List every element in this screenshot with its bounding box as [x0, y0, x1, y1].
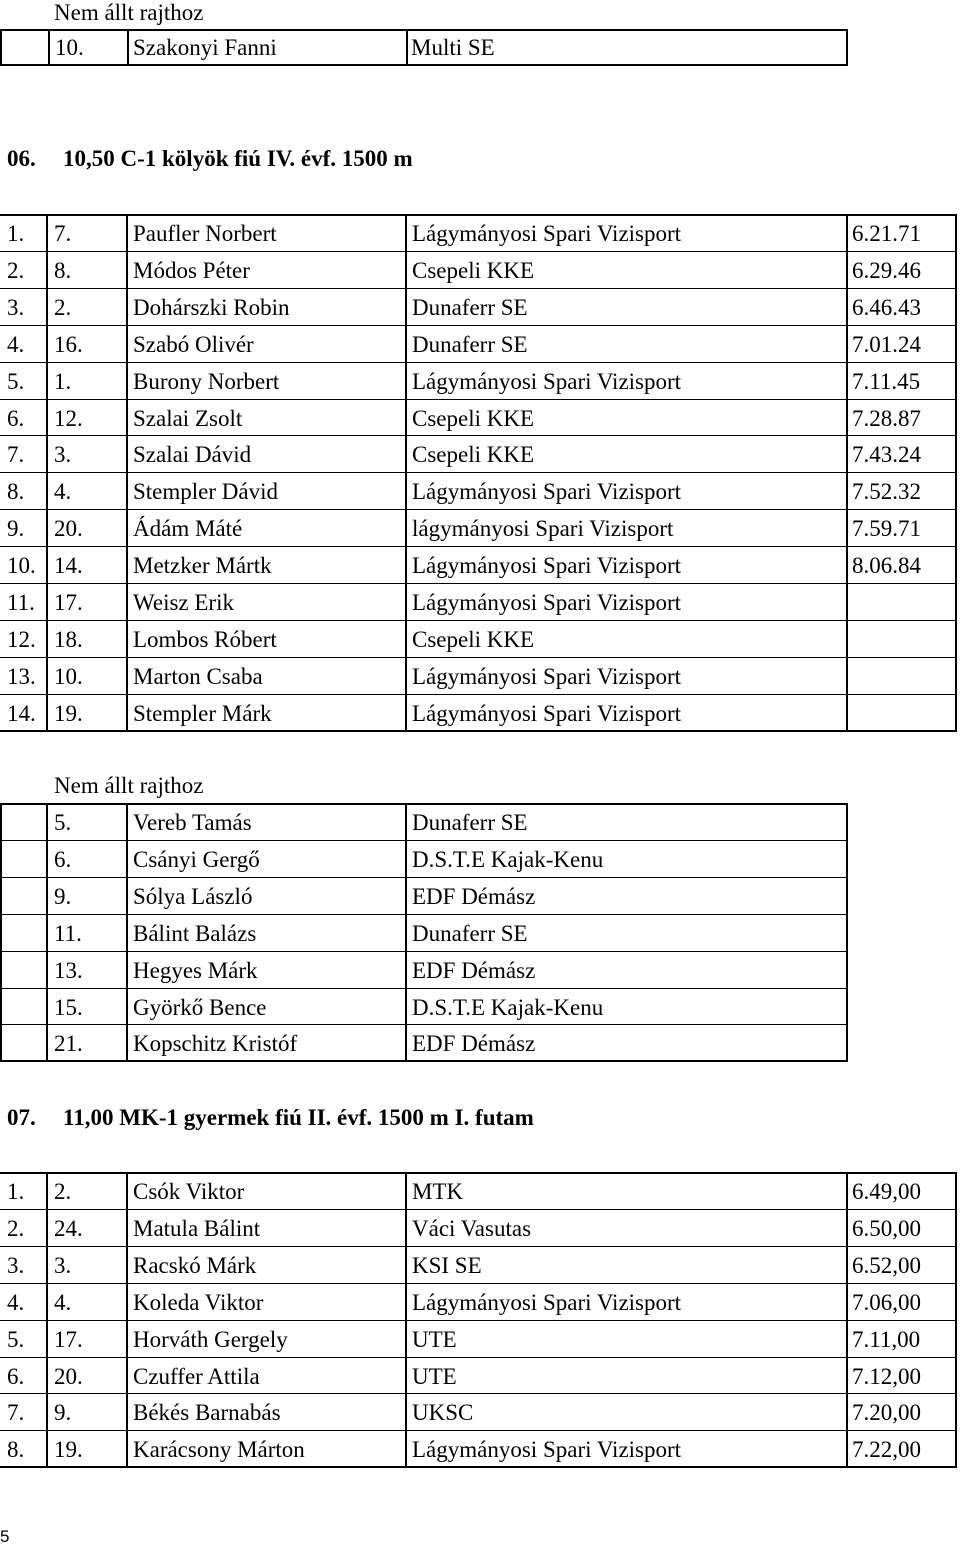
name-cell: Szalai Zsolt	[133, 405, 243, 431]
bib-cell: 12.	[54, 405, 83, 431]
race-number: 06.	[7, 146, 36, 171]
name-cell: Koleda Viktor	[133, 1289, 264, 1315]
place-cell: 4.	[7, 331, 25, 357]
bib-cell: 20.	[54, 1363, 83, 1389]
club-cell: UKSC	[412, 1400, 474, 1426]
bib-cell: 4.	[54, 479, 72, 505]
time-cell: 6.49,00	[852, 1179, 921, 1204]
time-cell: 7.12,00	[852, 1363, 921, 1389]
name-cell: Stempler Márk	[133, 700, 272, 726]
club-cell: Csepeli KKE	[412, 405, 535, 431]
club-cell: Dunaferr SE	[412, 920, 528, 946]
top-dns-table	[0, 29, 848, 66]
name-cell: Stempler Dávid	[133, 479, 278, 505]
table-row: 10. Szakonyi Fanni Multi SE	[1, 30, 847, 65]
name-cell: Ádám Máté	[133, 516, 243, 542]
page-number: 5	[0, 1527, 10, 1546]
bib-cell: 2.	[54, 1179, 72, 1204]
name-cell: Hegyes Márk	[133, 957, 258, 983]
time-cell: 7.59.71	[852, 516, 921, 542]
race-number: 07.	[7, 1105, 36, 1130]
table-column-divider	[405, 803, 407, 1062]
name-cell: Módos Péter	[133, 257, 250, 283]
time-cell: 6.50,00	[852, 1215, 921, 1241]
bib-cell: 9.	[54, 883, 72, 909]
club-cell: EDF Démász	[412, 883, 536, 909]
bib-cell: 19.	[54, 700, 83, 726]
place-cell: 12.	[7, 626, 36, 652]
time-cell: 7.28.87	[852, 405, 921, 431]
name-cell: Szabó Olivér	[133, 331, 254, 357]
place-cell: 2.	[7, 257, 25, 283]
time-cell: 7.11.45	[852, 368, 921, 394]
name-cell: Csányi Gergő	[133, 846, 260, 872]
club-cell: Csepeli KKE	[412, 442, 535, 468]
time-cell: 8.06.84	[852, 553, 921, 579]
bib-cell: 19.	[54, 1437, 83, 1463]
name-cell: Györkő Bence	[133, 994, 267, 1020]
name-cell: Marton Csaba	[133, 663, 263, 689]
place-cell: 14.	[7, 700, 36, 726]
bib-cell: 17.	[54, 1326, 83, 1352]
bib-cell: 1.	[54, 368, 72, 394]
time-cell: 7.22,00	[852, 1437, 921, 1463]
club-cell: Lágymányosi Spari Vizisport	[412, 368, 682, 394]
bib-cell: 5.	[54, 810, 72, 835]
name-cell: Metzker Mártk	[133, 553, 272, 579]
race-06-dns-label: Nem állt rajthoz	[54, 773, 204, 798]
name-cell: Weisz Erik	[133, 590, 234, 615]
name-cell: Matula Bálint	[133, 1215, 261, 1241]
bib-cell: 16.	[54, 331, 83, 357]
place-cell: 3.	[7, 1252, 25, 1278]
name-cell: Czuffer Attila	[133, 1363, 260, 1389]
place-cell: 6.	[7, 405, 25, 431]
bib-cell: 15.	[54, 994, 83, 1020]
club-cell: Csepeli KKE	[412, 626, 535, 652]
bib-cell: 6.	[54, 846, 72, 872]
name-cell: Csók Viktor	[133, 1179, 245, 1204]
bib-cell: 2.	[54, 294, 72, 320]
bib-cell: 17.	[54, 590, 83, 615]
club-cell: KSI SE	[412, 1252, 482, 1278]
name-cell: Horváth Gergely	[133, 1326, 288, 1352]
name-cell: Burony Norbert	[133, 368, 280, 394]
club-cell: Lágymányosi Spari Vizisport	[412, 1289, 682, 1315]
place-cell: 11.	[7, 590, 35, 615]
table-column-divider	[126, 803, 128, 1062]
bib-cell: 20.	[54, 516, 83, 542]
place-cell: 1.	[7, 221, 25, 246]
time-cell: 7.01.24	[852, 331, 921, 357]
club-cell: Lágymányosi Spari Vizisport	[412, 663, 682, 689]
place-cell: 13.	[7, 663, 36, 689]
place-cell: 4.	[7, 1289, 25, 1315]
bib-cell: 24.	[54, 1215, 83, 1241]
club-cell: Lágymányosi Spari Vizisport	[412, 553, 682, 579]
place-cell: 7.	[7, 442, 25, 468]
table-column-divider	[46, 803, 48, 1062]
club-cell: Lágymányosi Spari Vizisport	[412, 221, 682, 246]
name-cell: Szalai Dávid	[133, 442, 252, 468]
club-cell: D.S.T.E Kajak-Kenu	[412, 846, 604, 872]
bib-cell: 11.	[54, 920, 82, 946]
club-cell: Lágymányosi Spari Vizisport	[412, 590, 682, 615]
club-cell: Dunaferr SE	[412, 294, 528, 320]
time-cell: 6.21.71	[852, 221, 921, 246]
name-cell: Békés Barnabás	[133, 1400, 281, 1426]
club-cell: MTK	[412, 1179, 464, 1204]
name-cell: Paufler Norbert	[133, 221, 277, 246]
name-cell: Karácsony Márton	[133, 1437, 305, 1463]
bib-cell: 14.	[54, 553, 83, 579]
place-cell: 9.	[7, 516, 25, 542]
place-cell: 8.	[7, 1437, 25, 1463]
bib-cell: 7.	[54, 221, 72, 246]
time-cell: 7.52.32	[852, 479, 921, 505]
place-cell: 7.	[7, 1400, 25, 1426]
top-dns-label: Nem állt rajthoz	[54, 0, 204, 25]
time-cell: 7.11,00	[852, 1326, 921, 1352]
bib-cell: 3.	[54, 1252, 72, 1278]
place-cell: 6.	[7, 1363, 25, 1389]
club-cell: Dunaferr SE	[412, 810, 528, 835]
club-cell: Lágymányosi Spari Vizisport	[412, 700, 682, 726]
club-cell: lágymányosi Spari Vizisport	[412, 516, 674, 542]
place-cell: 1.	[7, 1179, 25, 1204]
name-cell: Sólya László	[133, 883, 253, 909]
club-cell: D.S.T.E Kajak-Kenu	[412, 994, 604, 1020]
bib-cell: 13.	[54, 957, 83, 983]
race-title: 11,00 MK-1 gyermek fiú II. évf. 1500 m I. futam	[63, 1105, 534, 1130]
place-cell: 8.	[7, 479, 25, 505]
name-cell: Lombos Róbert	[133, 626, 277, 652]
bib-cell: 18.	[54, 626, 83, 652]
club-cell: Váci Vasutas	[412, 1215, 532, 1241]
name-cell: Dohárszki Robin	[133, 294, 290, 320]
place-cell: 5.	[7, 368, 25, 394]
bib-cell: 10.	[54, 663, 83, 689]
name-cell: Bálint Balázs	[133, 920, 257, 946]
time-cell: 6.46.43	[852, 294, 921, 320]
time-cell: 7.20,00	[852, 1400, 921, 1426]
club-cell: Lágymányosi Spari Vizisport	[412, 479, 682, 505]
place-cell: 5.	[7, 1326, 25, 1352]
time-cell: 7.43.24	[852, 442, 921, 468]
club-cell: Lágymányosi Spari Vizisport	[412, 1437, 682, 1463]
name-cell: Racskó Márk	[133, 1252, 257, 1278]
place-cell: 3.	[7, 294, 25, 320]
time-cell: 6.52,00	[852, 1252, 921, 1278]
bib-cell: 3.	[54, 442, 72, 468]
bib-cell: 21.	[54, 1031, 83, 1057]
club-cell: Dunaferr SE	[412, 331, 528, 357]
time-cell: 7.06,00	[852, 1289, 921, 1315]
bib-cell: 8.	[54, 257, 72, 283]
time-cell: 6.29.46	[852, 257, 921, 283]
club-cell: EDF Démász	[412, 957, 536, 983]
bib-cell: 4.	[54, 1289, 72, 1315]
club-cell: UTE	[412, 1363, 457, 1389]
club-cell: Csepeli KKE	[412, 257, 535, 283]
place-cell: 10.	[7, 553, 36, 579]
club-cell: UTE	[412, 1326, 457, 1352]
club-cell: EDF Démász	[412, 1031, 536, 1057]
bib-cell: 9.	[54, 1400, 72, 1426]
name-cell: Kopschitz Kristóf	[133, 1031, 298, 1057]
name-cell: Vereb Tamás	[133, 810, 252, 835]
race-title: 10,50 C-1 kölyök fiú IV. évf. 1500 m	[63, 146, 413, 171]
place-cell: 2.	[7, 1215, 25, 1241]
